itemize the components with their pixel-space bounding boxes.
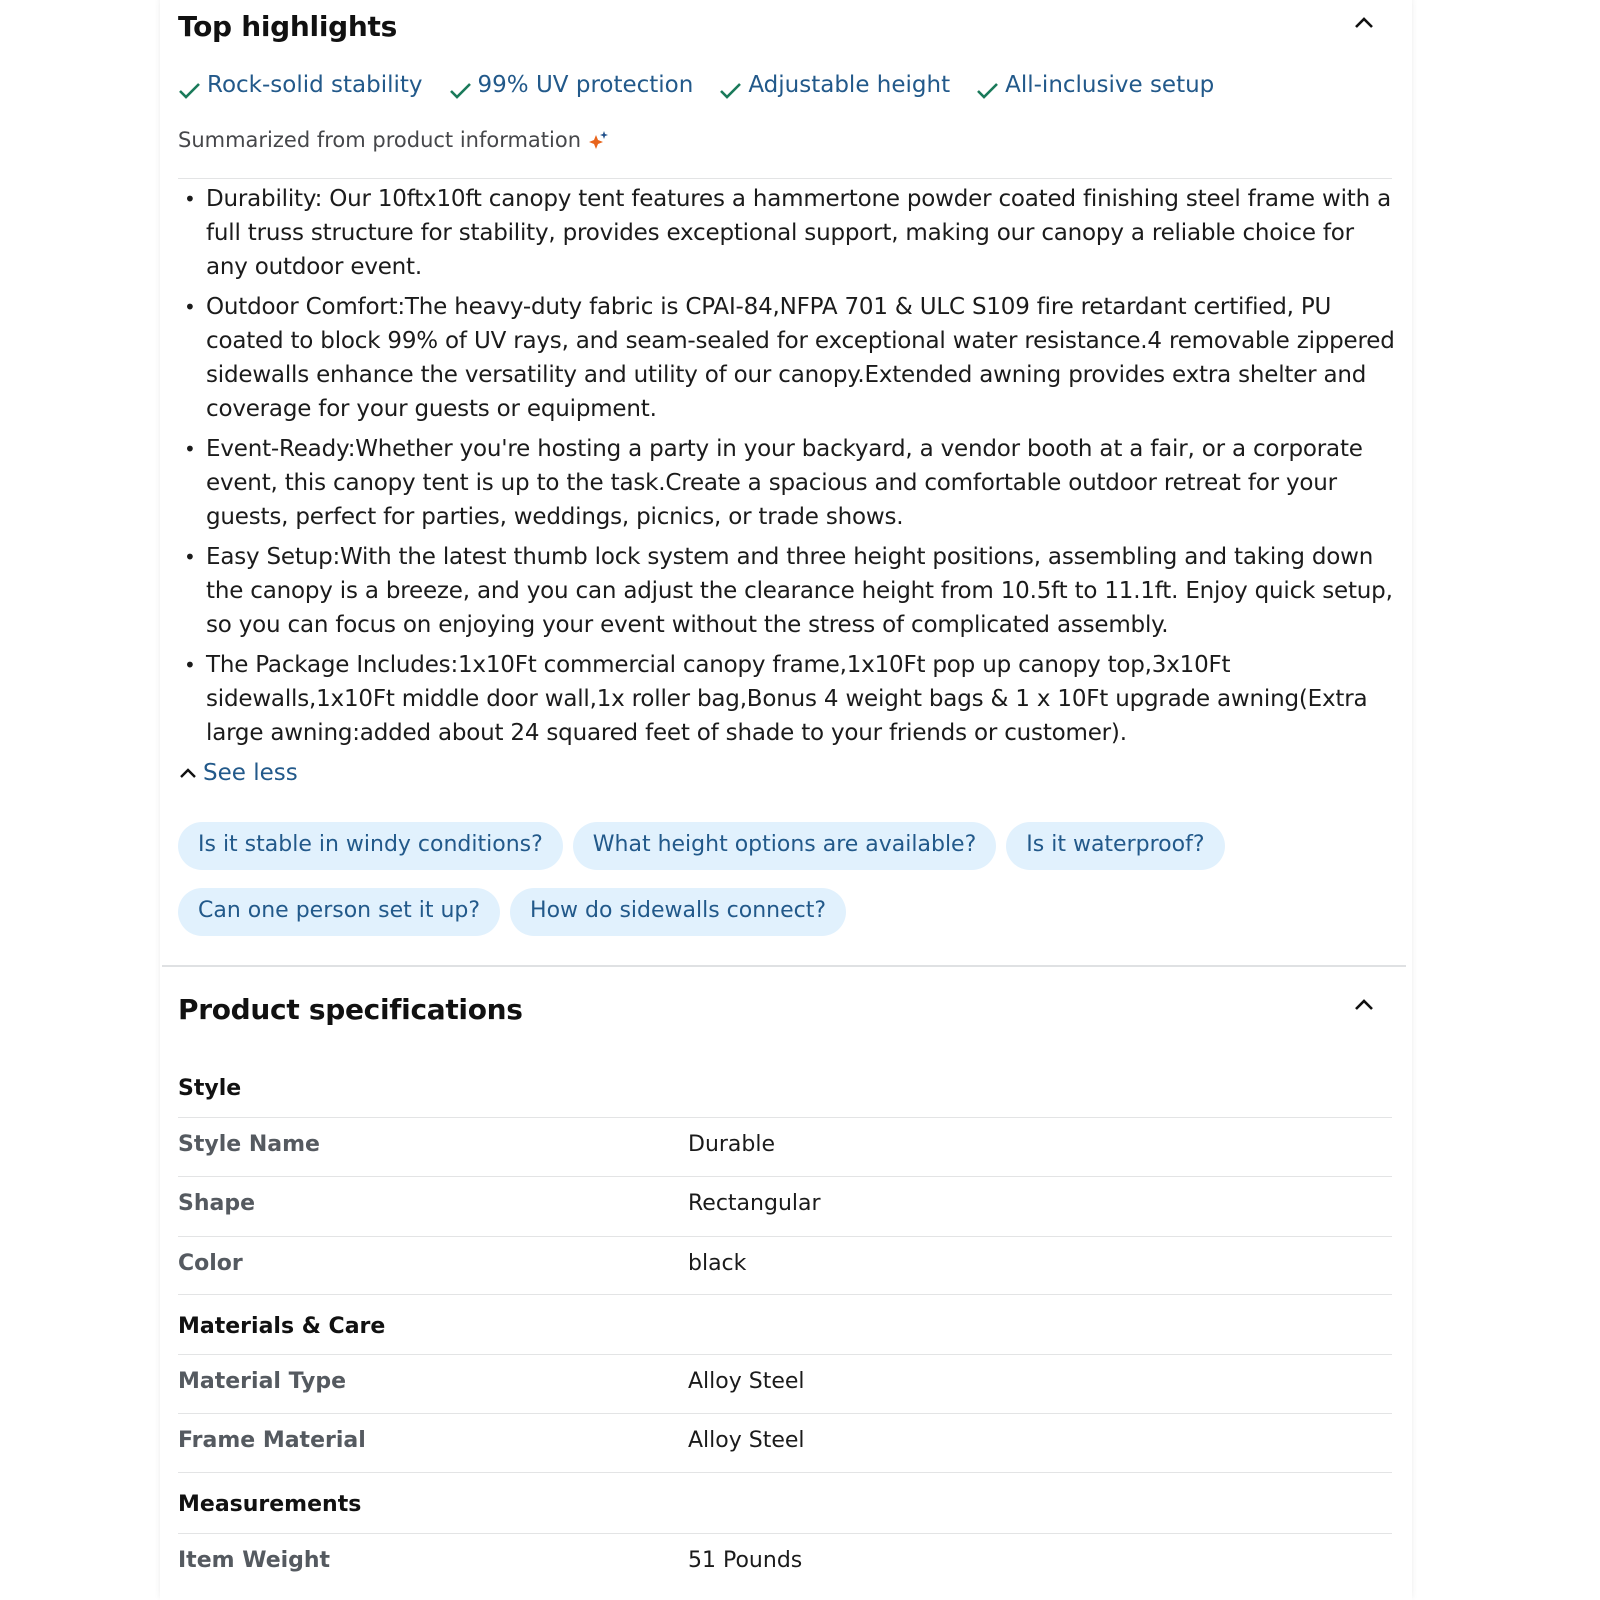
bullet-item: • Easy Setup:With the latest thumb lock system and three height positions, assembling and taking down the canopy is a breeze, and you can adjust the clearance height from 10.5ft to 11.1ft. Enjoy quick setup, so you can focus on enjoying your event without the stress of complicated assembly. xyxy=(178,540,1400,642)
highlight-tag xyxy=(449,72,694,98)
section-divider xyxy=(162,965,1406,967)
spec-row xyxy=(178,1176,1392,1235)
highlight-tag xyxy=(178,72,423,98)
spec-row xyxy=(178,1413,1392,1472)
spec-row xyxy=(178,1236,1392,1295)
highlight-bullets xyxy=(178,182,1400,756)
spec-label: Style Name xyxy=(178,1132,320,1157)
product-specifications-title: Product specifications xyxy=(178,993,523,1026)
highlight-label: 99% UV protection xyxy=(477,72,694,98)
spec-label: Color xyxy=(178,1251,243,1276)
spec-value: 51 Pounds xyxy=(688,1548,803,1573)
bullet-item: • The Package Includes:1x10Ft commercial canopy frame,1x10Ft pop up canopy top,3x10Ft sidewalls,1x10Ft middle door wall,1x roller bag,Bonus 4 weight bags & 1 x 10Ft upgrade awning(Extra large awning:added about 24 squared feet of shade to your friends or customer). xyxy=(178,648,1400,750)
checkmark-icon xyxy=(976,80,1000,100)
spec-row xyxy=(178,1533,1392,1592)
see-less-button[interactable] xyxy=(178,760,298,786)
spec-value: Alloy Steel xyxy=(688,1369,805,1394)
highlight-label: All-inclusive setup xyxy=(1005,72,1215,98)
highlight-tag xyxy=(976,72,1214,98)
suggested-questions xyxy=(178,822,1278,936)
spec-value: black xyxy=(688,1251,747,1276)
checkmark-icon xyxy=(178,80,202,100)
spec-value: Durable xyxy=(688,1132,776,1157)
summary-note xyxy=(178,128,611,152)
divider xyxy=(178,1294,1392,1295)
question-chip[interactable]: What height options are available? xyxy=(573,822,997,870)
summary-note-text: Summarized from product information xyxy=(178,128,582,152)
highlight-label: Rock-solid stability xyxy=(207,72,423,98)
spec-row xyxy=(178,1354,1392,1413)
question-chip[interactable]: How do sidewalls connect? xyxy=(510,888,846,936)
highlight-tags xyxy=(178,72,1214,98)
spec-group-heading: Measurements xyxy=(178,1492,362,1517)
spec-label: Material Type xyxy=(178,1369,347,1394)
see-less-label: See less xyxy=(203,760,298,786)
collapse-chevron-up-icon[interactable] xyxy=(1353,994,1375,1016)
question-chip[interactable]: Is it stable in windy conditions? xyxy=(178,822,563,870)
divider xyxy=(178,1472,1392,1473)
spec-group-heading: Style xyxy=(178,1076,242,1101)
spec-label: Shape xyxy=(178,1191,256,1216)
bullet-item: • Event-Ready:Whether you're hosting a party in your backyard, a vendor booth at a fair, or a corporate event, this canopy tent is up to the task.Create a spacious and comfortable outdoor retreat for your guests, perfect for parties, weddings, picnics, or trade shows. xyxy=(178,432,1400,534)
product-details-card xyxy=(160,0,1412,1600)
collapse-chevron-up-icon[interactable] xyxy=(1353,12,1375,34)
checkmark-icon xyxy=(449,80,473,100)
checkmark-icon xyxy=(719,80,743,100)
spec-group-heading: Materials & Care xyxy=(178,1314,386,1339)
spec-value: Alloy Steel xyxy=(688,1428,805,1453)
divider xyxy=(178,178,1392,179)
top-highlights-title: Top highlights xyxy=(178,10,397,43)
spec-row xyxy=(178,1117,1392,1176)
spec-value: Rectangular xyxy=(688,1191,821,1216)
bullet-item: • Outdoor Comfort:The heavy-duty fabric is CPAI-84,NFPA 701 & ULC S109 fire retardant certified, PU coated to block 99% of UV rays, and seam-sealed for exceptional water resistance.4 removable zippered sidewalls enhance the versatility and utility of our canopy.Extended awning provides extra shelter and coverage for your guests or equipment. xyxy=(178,290,1400,426)
question-chip[interactable]: Can one person set it up? xyxy=(178,888,500,936)
question-chip[interactable]: Is it waterproof? xyxy=(1006,822,1224,870)
ai-sparkle-icon xyxy=(587,128,611,152)
highlight-label: Adjustable height xyxy=(748,72,951,98)
bullet-item: • Durability: Our 10ftx10ft canopy tent features a hammertone powder coated finishing steel frame with a full truss structure for stability, provides exceptional support, making our canopy a reliable choice for any outdoor event. xyxy=(178,182,1400,284)
spec-label: Frame Material xyxy=(178,1428,366,1453)
chevron-up-icon xyxy=(178,764,198,782)
spec-label: Item Weight xyxy=(178,1548,331,1573)
highlight-tag xyxy=(719,72,950,98)
